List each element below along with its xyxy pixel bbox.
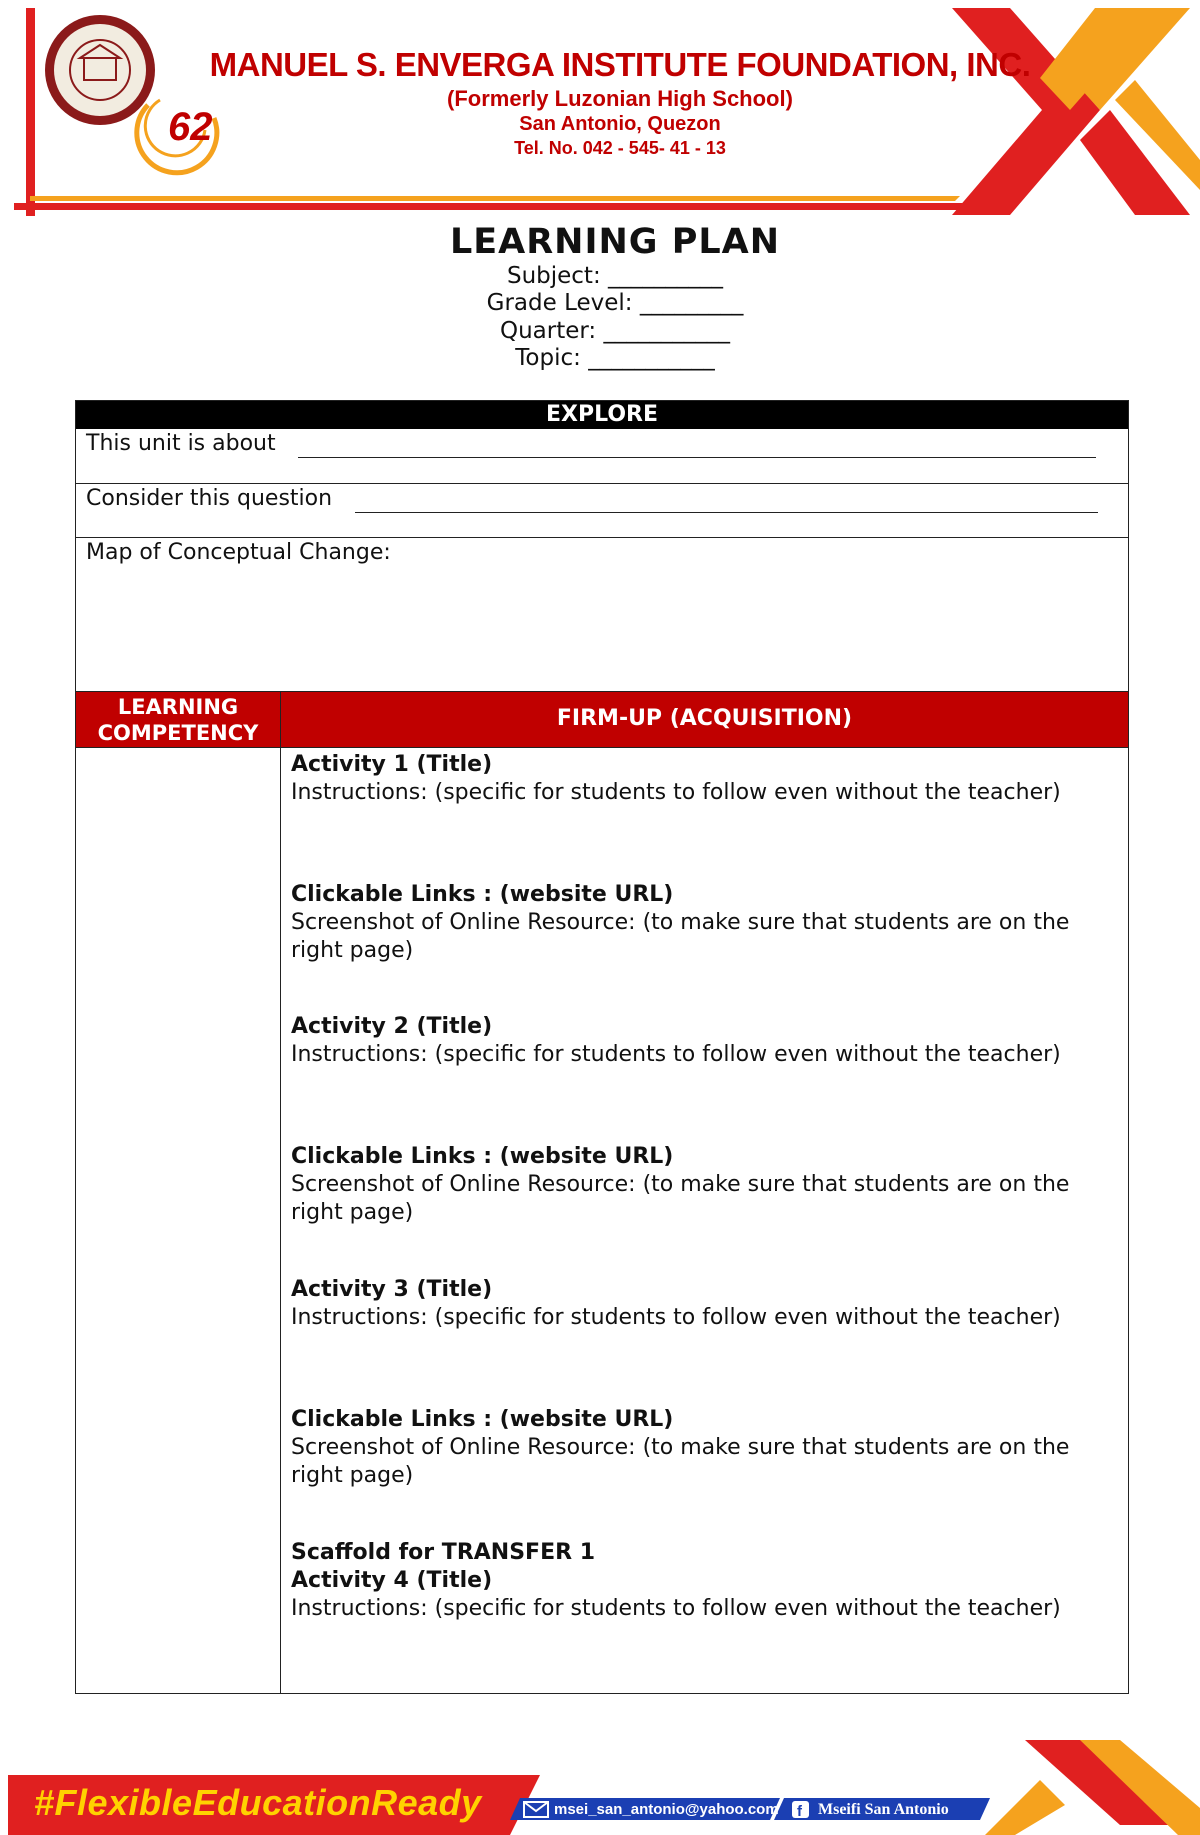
links-title: Clickable Links : (website URL) [291, 1144, 674, 1169]
learning-plan-table [75, 400, 1129, 1694]
school-seal-icon [45, 15, 155, 125]
unit-about-row [76, 429, 1128, 484]
competency-header-line1: LEARNING [117, 695, 239, 719]
unit-about-label: This unit is about [86, 431, 276, 456]
links-title: Clickable Links : (website URL) [291, 1407, 674, 1432]
activity-instructions: Instructions: (specific for students to follow even without the teacher) [291, 1305, 1061, 1330]
hashtag-text: #FlexibleEducationReady [34, 1782, 482, 1823]
question-label: Consider this question [86, 486, 333, 511]
activity-title: Activity 3 (Title) [291, 1277, 493, 1302]
unit-about-blank [298, 457, 1096, 458]
telephone: Tel. No. 042 - 545- 41 - 13 [514, 138, 726, 158]
letterhead [0, 0, 1200, 220]
activity-block [291, 1276, 1121, 1332]
section-header-row [76, 692, 1128, 748]
concept-map-row [76, 538, 1128, 692]
header-red-stripe [14, 203, 1000, 210]
links-block [291, 1143, 1121, 1227]
question-row [76, 484, 1128, 538]
activity-block [291, 751, 1121, 807]
activity-title: Activity 1 (Title) [291, 752, 493, 777]
activity-title: Activity 4 (Title) [291, 1568, 493, 1593]
firmup-header: FIRM-UP (ACQUISITION) [556, 706, 853, 731]
header-orange-stripe [30, 196, 960, 201]
footer-banner [0, 1740, 1200, 1835]
links-title: Clickable Links : (website URL) [291, 882, 674, 907]
quarter-field: Quarter: ___________ [499, 318, 730, 344]
email-address[interactable]: msei_san_antonio@yahoo.com [554, 1801, 779, 1818]
competency-header [76, 692, 280, 747]
activity-title: Activity 2 (Title) [291, 1014, 493, 1039]
concept-map-label: Map of Conceptual Change: [86, 540, 391, 565]
activity-instructions: Instructions: (specific for students to follow even without the teacher) [291, 1596, 1061, 1621]
scaffold-block [291, 1539, 1121, 1623]
links-block [291, 1406, 1121, 1490]
address: San Antonio, Quezon [519, 113, 721, 135]
grade-level-field: Grade Level: _________ [486, 290, 744, 316]
links-text: Screenshot of Online Resource: (to make sure that students are on the right page) [291, 1435, 1070, 1488]
explore-header: EXPLORE [76, 401, 1128, 429]
former-name: (Formerly Luzonian High School) [447, 86, 793, 111]
links-text: Screenshot of Online Resource: (to make sure that students are on the right page) [291, 1172, 1070, 1225]
footer-x-graphic [985, 1740, 1200, 1835]
column-divider [280, 692, 281, 1693]
subject-field: Subject: __________ [506, 263, 724, 289]
page-title: LEARNING PLAN [449, 222, 781, 262]
scaffold-title: Scaffold for TRANSFER 1 [291, 1540, 596, 1565]
facebook-icon [792, 1801, 809, 1820]
activity-instructions: Instructions: (specific for students to follow even without the teacher) [291, 1042, 1061, 1067]
links-text: Screenshot of Online Resource: (to make sure that students are on the right page) [291, 910, 1070, 963]
institution-name: MANUEL S. ENVERGA INSTITUTE FOUNDATION, INC. [209, 46, 1031, 83]
svg-text:f: f [797, 1803, 802, 1820]
links-block [291, 881, 1121, 965]
svg-text:62: 62 [168, 105, 213, 149]
competency-header-line2: COMPETENCY [97, 721, 259, 745]
left-accent-bar [26, 8, 35, 216]
activity-instructions: Instructions: (specific for students to follow even without the teacher) [291, 780, 1061, 805]
activity-block [291, 1013, 1121, 1069]
question-blank [355, 512, 1098, 513]
topic-field: Topic: ___________ [515, 345, 715, 371]
facebook-page[interactable]: Mseifi San Antonio [818, 1801, 949, 1818]
